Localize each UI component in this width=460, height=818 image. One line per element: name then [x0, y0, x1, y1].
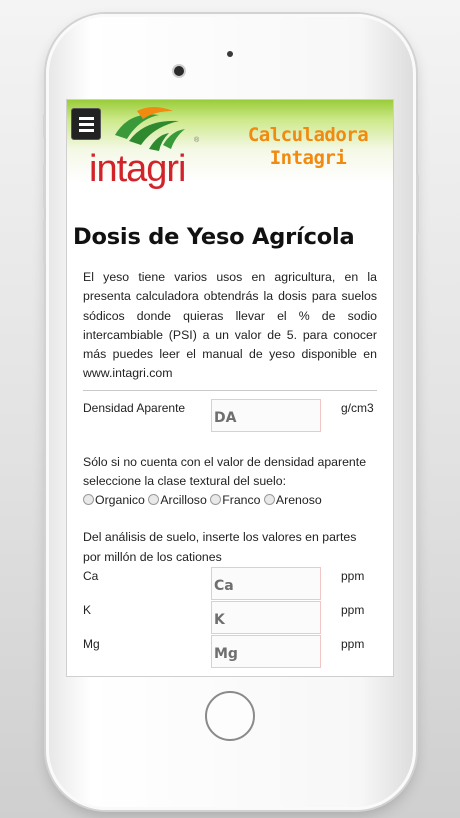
- texture-radio-group: [83, 491, 377, 509]
- mute-switch: [43, 114, 46, 138]
- ca-input[interactable]: Ca: [211, 567, 321, 600]
- k-unit: ppm: [341, 602, 365, 617]
- texture-prompt: Sólo si no cuenta con el valor de densidad aparente seleccione la clase textural del suelo:: [83, 454, 367, 489]
- cation-row-ca: [83, 567, 377, 601]
- cations-prompt: Del análisis de suelo, inserte los valores en partes por millón de los cationes: [83, 530, 357, 564]
- radio-icon[interactable]: [83, 494, 94, 505]
- density-row: [83, 399, 377, 435]
- hamburger-menu-icon[interactable]: [71, 108, 101, 140]
- density-input[interactable]: DA: [211, 399, 321, 432]
- radio-icon[interactable]: [264, 494, 275, 505]
- mg-label: Mg: [83, 636, 100, 651]
- radio-arcilloso[interactable]: Arcilloso: [148, 491, 206, 509]
- radio-organico[interactable]: Organico: [83, 491, 145, 509]
- registered-mark: ®: [194, 137, 200, 144]
- radio-icon[interactable]: [148, 494, 159, 505]
- ca-unit: ppm: [341, 568, 365, 583]
- power-button: [416, 174, 419, 234]
- density-label: Densidad Aparente: [83, 400, 186, 415]
- volume-down-button: [43, 219, 46, 263]
- calculator-title: Calculadora Intagri: [247, 124, 369, 169]
- radio-franco[interactable]: Franco: [210, 491, 260, 509]
- header-banner: [67, 100, 393, 210]
- volume-up-button: [43, 164, 46, 208]
- earpiece-icon: [227, 51, 233, 57]
- mg-input[interactable]: Mg: [211, 635, 321, 668]
- home-button[interactable]: [205, 691, 255, 741]
- page-title: Dosis de Yeso Agrícola: [73, 224, 355, 250]
- intagri-logo-icon: [109, 105, 189, 151]
- cation-row-mg: [83, 635, 377, 669]
- phone-screen: [66, 99, 394, 677]
- mg-unit: ppm: [341, 636, 365, 651]
- front-camera-icon: [174, 66, 184, 76]
- k-input[interactable]: K: [211, 601, 321, 634]
- density-unit: g/cm3: [341, 400, 374, 415]
- cation-row-k: [83, 601, 377, 635]
- brand-logo-text: intagri: [89, 148, 186, 190]
- main-content: [67, 224, 393, 669]
- k-label: K: [83, 602, 92, 617]
- ca-label: Ca: [83, 568, 99, 583]
- radio-arenoso[interactable]: Arenoso: [264, 491, 322, 509]
- radio-icon[interactable]: [210, 494, 221, 505]
- intro-text: El yeso tiene varios usos en agricultura, en la presenta calculadora obtendrás la dosis para suelos sódicos donde quieras llevar el % de sodio intercambiable (PSI) a un valor de 5. para conocer más puedes leer el manual de yeso disponible en www.intagri.com: [83, 268, 377, 391]
